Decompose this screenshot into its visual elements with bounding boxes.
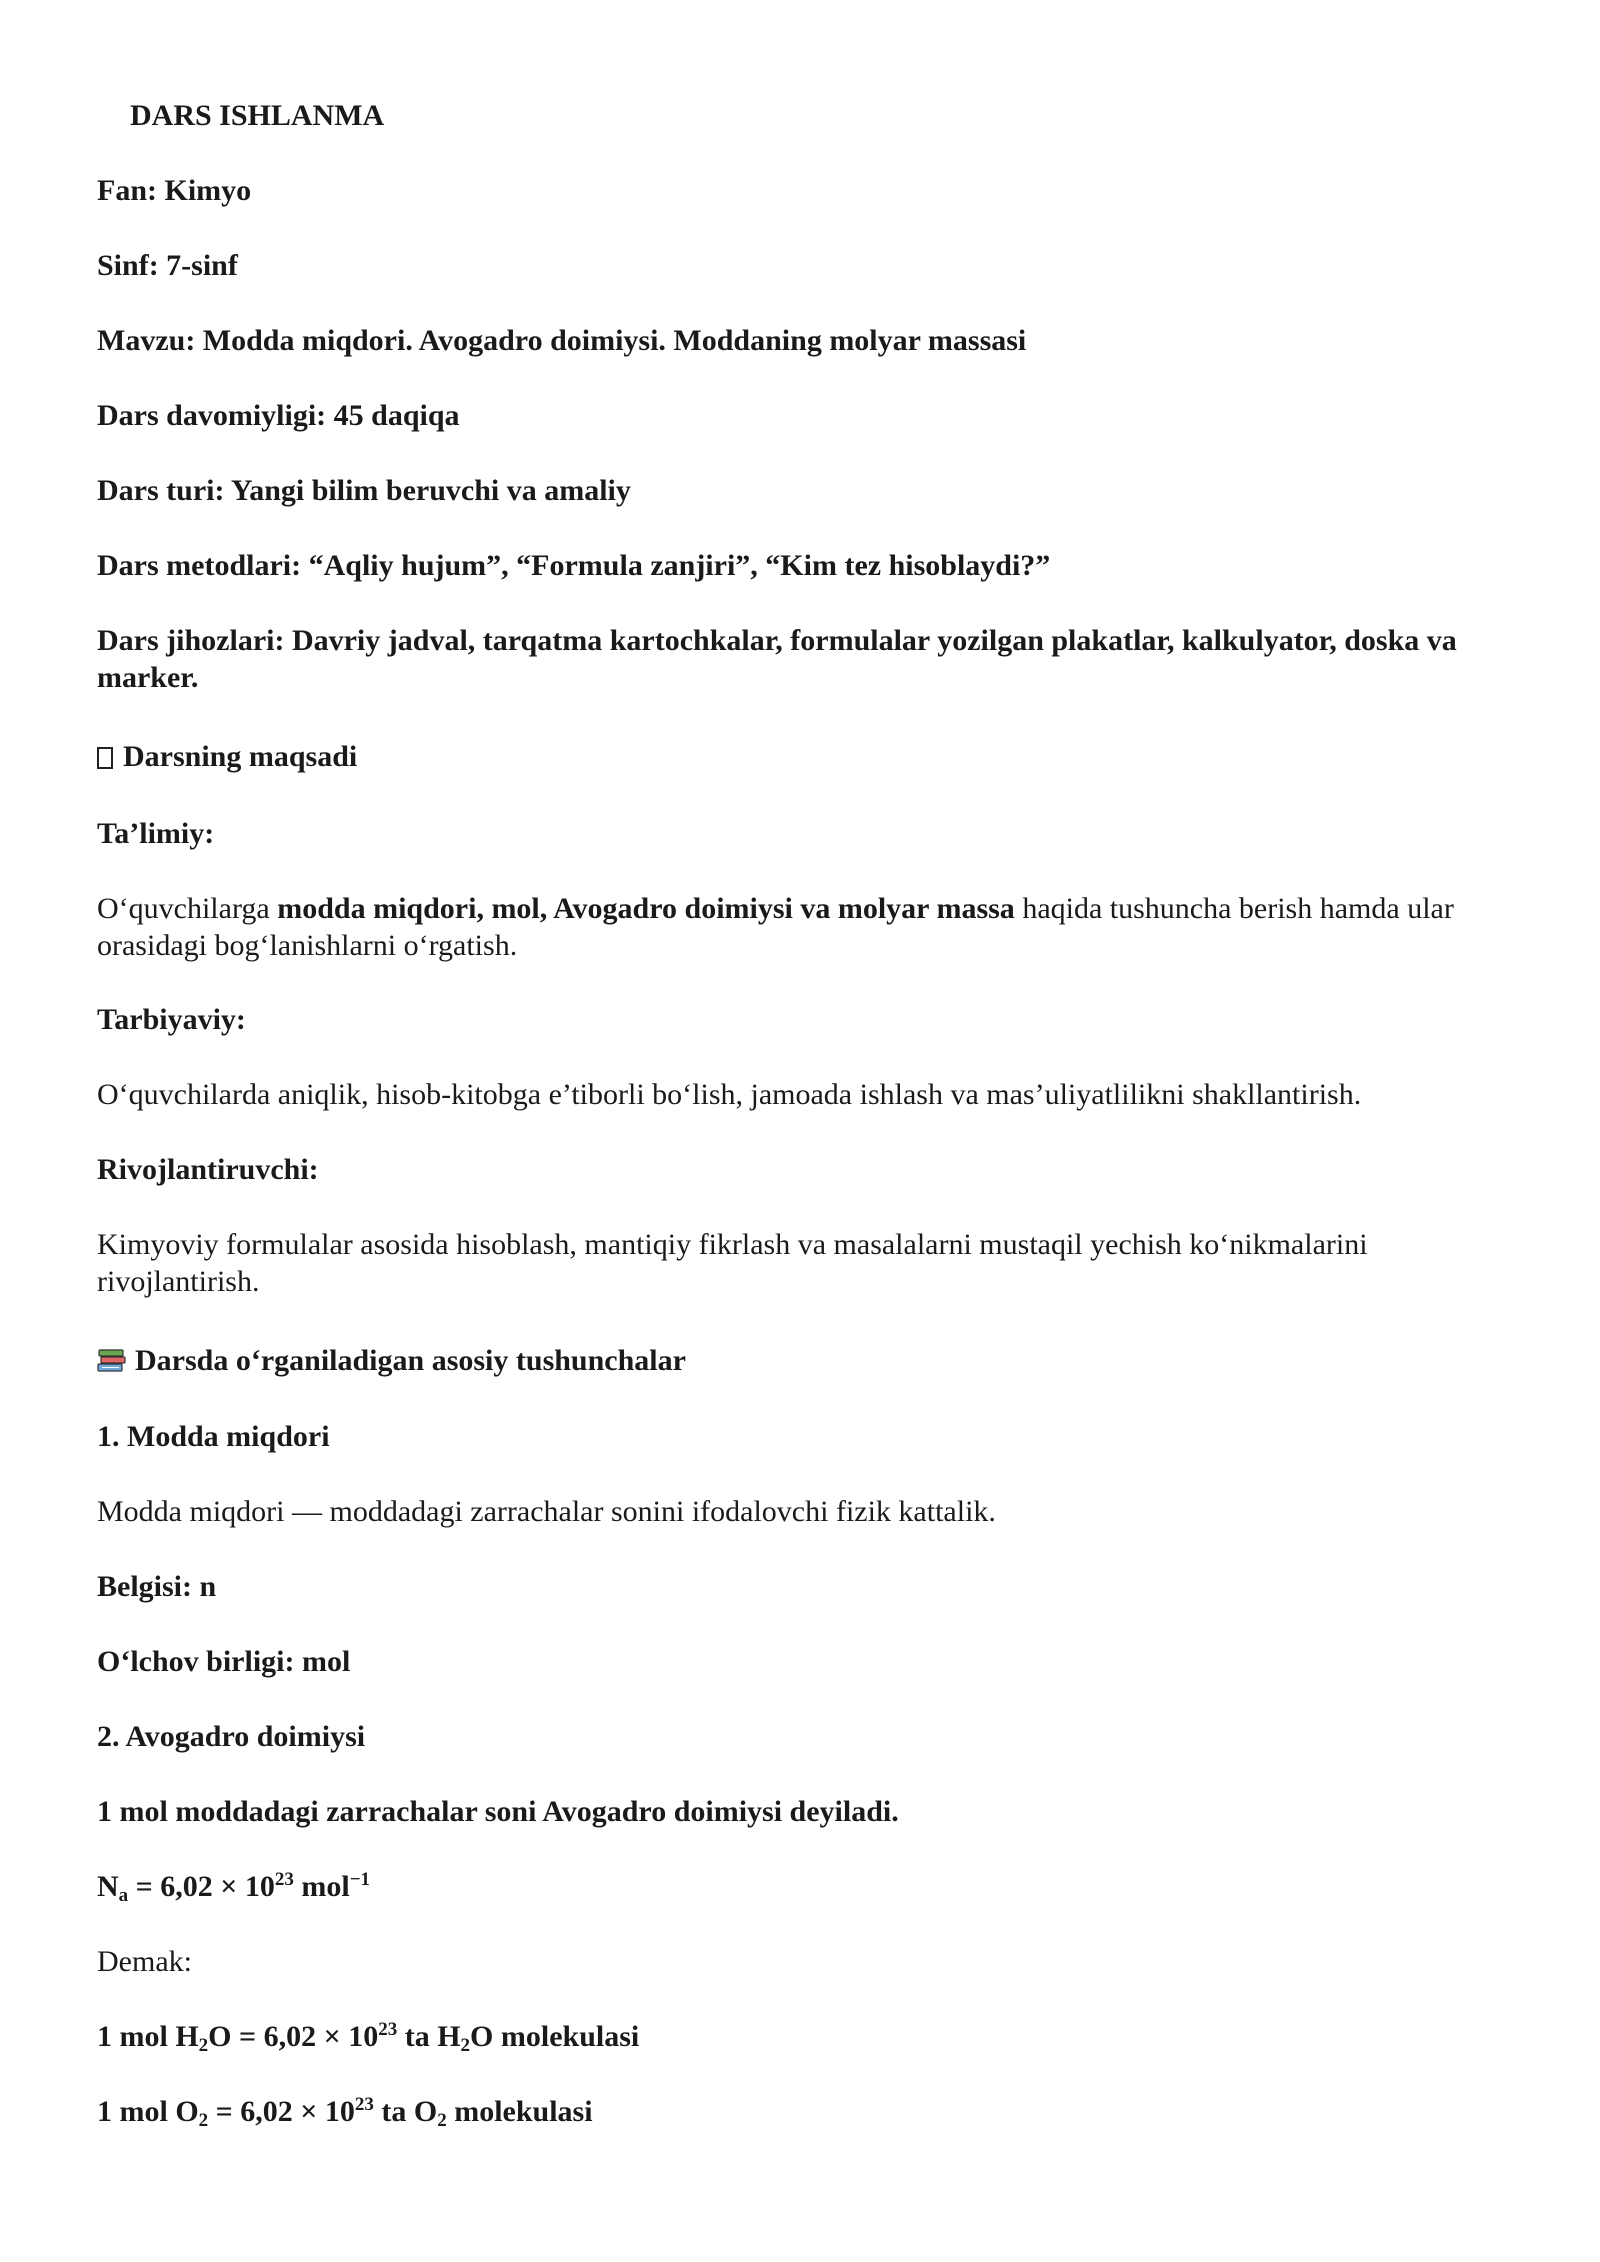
goals-heading-text: Darsning maqsadi: [123, 740, 358, 773]
water-example-part: 1 mol H: [97, 2020, 199, 2053]
formula-value: = 6,02 × 10: [128, 1870, 275, 1903]
educational-text-start: O‘quvchilarga: [97, 892, 278, 925]
section-1-heading: 1. Modda miqdori: [97, 1420, 330, 1453]
upbringing-label: Tarbiyaviy:: [97, 1003, 246, 1036]
section-2-heading: 2. Avogadro doimiysi: [97, 1720, 366, 1753]
oxygen-example-part: 1 mol O: [97, 2095, 199, 2128]
lesson-type-line: Dars turi: Yangi bilim beruvchi va amaliy: [97, 474, 631, 507]
oxygen-example: [97, 2093, 1517, 2130]
water-example-part: ta H: [397, 2020, 461, 2053]
duration-line: Dars davomiyligi: 45 daqiqa: [97, 399, 460, 432]
goals-heading: [97, 738, 1517, 775]
formula-exponent: 23: [274, 1869, 294, 1890]
topic-line: Mavzu: Modda miqdori. Avogadro doimiysi. Moddaning molyar massasi: [97, 324, 1027, 357]
oxygen-example-part: = 6,02 × 10: [208, 2095, 355, 2128]
water-example-sup: 23: [378, 2019, 398, 2040]
symbol-line: Belgisi: n: [97, 1570, 217, 1603]
developmental-label: Rivojlantiruvchi:: [97, 1153, 319, 1186]
water-example-sub: 2: [460, 2035, 471, 2056]
formula-subscript: a: [118, 1885, 129, 1906]
educational-text-end: haqida tushuncha berish hamda ular orasidagi bog‘lanishlarni o‘rgatish.: [97, 892, 1454, 962]
educational-label: Ta’limiy:: [97, 817, 215, 850]
concepts-heading-text: Darsda o‘rganiladigan asosiy tushunchalar: [135, 1344, 686, 1377]
methods-line: Dars metodlari: “Aqliy hujum”, “Formula zanjiri”, “Kim tez hisoblaydi?”: [97, 549, 1051, 582]
water-example: [97, 2018, 1517, 2055]
water-example-part: O molekulasi: [470, 2020, 640, 2053]
equipment-paragraph: Dars jihozlari: Davriy jadval, tarqatma kartochkalar, formulalar yozilgan plakatlar, kalkulyator, doska va marker.: [97, 624, 1457, 694]
oxygen-example-sub: 2: [437, 2110, 447, 2131]
water-example-sub: 2: [198, 2035, 209, 2056]
formula-symbol: N: [97, 1870, 119, 1903]
books-icon: [97, 1348, 127, 1374]
amount-definition: Modda miqdori — moddadagi zarrachalar sonini ifodalovchi fizik kattalik.: [97, 1495, 996, 1528]
therefore-line: Demak:: [97, 1945, 192, 1978]
developmental-paragraph: Kimyoviy formulalar asosida hisoblash, mantiqiy fikrlash va masalalarni mustaqil yechish ko‘nikmalarini rivojlantirish.: [97, 1228, 1368, 1298]
unit-line: O‘lchov birligi: mol: [97, 1645, 351, 1678]
grade-line: Sinf: 7-sinf: [97, 249, 238, 282]
educational-text-bold: modda miqdori, mol, Avogadro doimiysi va molyar massa: [277, 892, 1015, 925]
water-example-part: O = 6,02 × 10: [208, 2020, 379, 2053]
subject-line: Fan: Kimyo: [97, 174, 252, 207]
concepts-heading: [97, 1342, 1517, 1379]
educational-paragraph: [97, 890, 1517, 964]
avogadro-formula: [97, 1868, 1517, 1905]
oxygen-example-sub: 2: [198, 2110, 209, 2131]
formula-unit: mol: [293, 1870, 350, 1903]
document-title: DARS ISHLANMA: [130, 99, 385, 132]
avogadro-definition: 1 mol moddadagi zarrachalar soni Avogadro doimiysi deyiladi.: [97, 1795, 899, 1828]
placeholder-glyph-icon: [97, 747, 113, 769]
upbringing-paragraph: O‘quvchilarda aniqlik, hisob-kitobga e’tiborli bo‘lish, jamoada ishlash va mas’uliyatlilikni shakllantirish.: [97, 1078, 1362, 1111]
oxygen-example-sup: 23: [354, 2094, 374, 2115]
formula-unit-exponent: −1: [349, 1869, 371, 1890]
oxygen-example-part: molekulasi: [446, 2095, 593, 2128]
oxygen-example-part: ta O: [373, 2095, 438, 2128]
